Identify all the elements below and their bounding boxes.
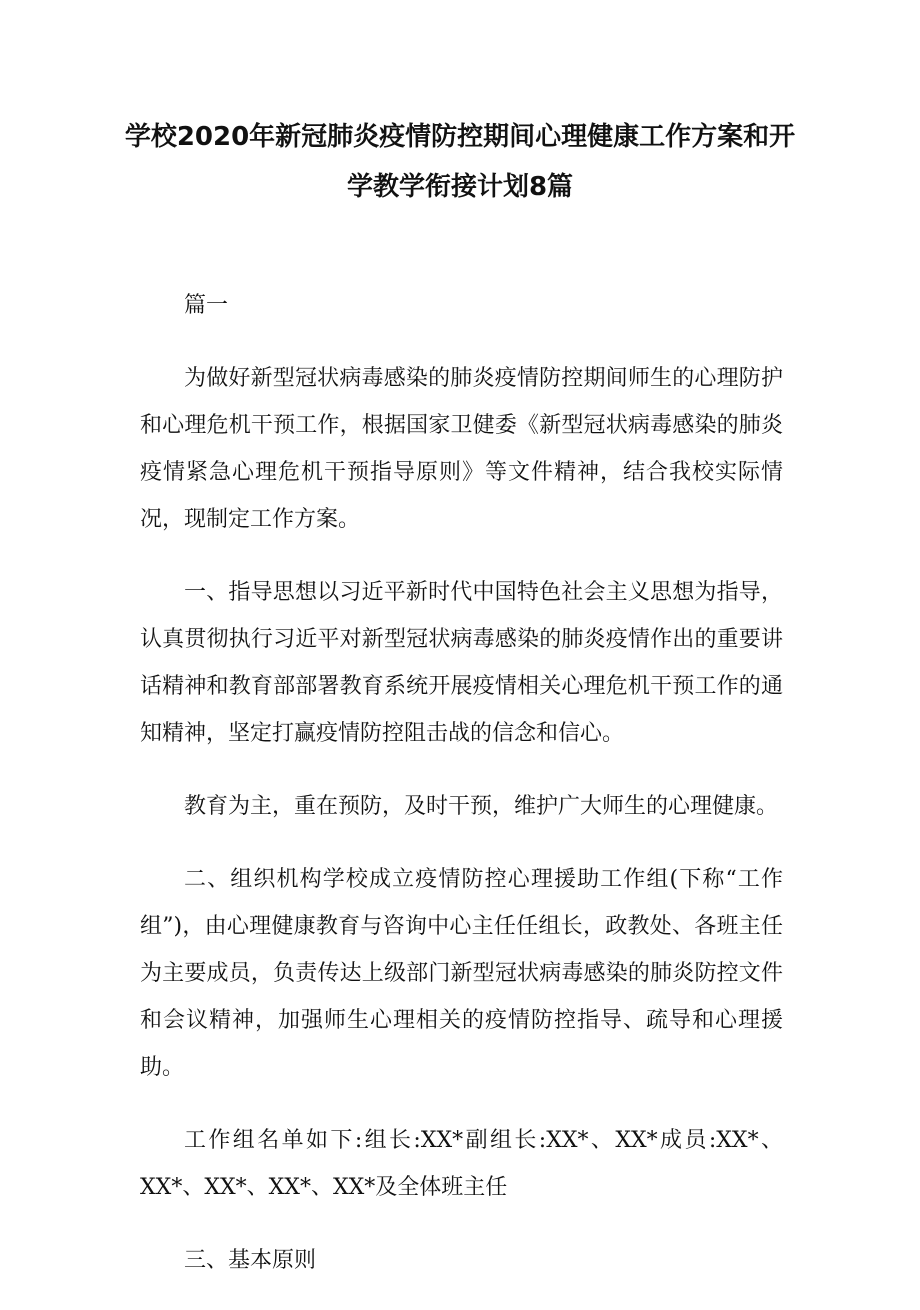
- organization-paragraph: 二、组织机构学校成立疫情防控心理援助工作组(下称“工作组”)，由心理健康教育与咨询中心主任任组长，政教处、各班主任为主要成员，负责传达上级部门新型冠状病毒感染的肺炎防控文件和会议精神，加强师生心理相关的疫情防控指导、疏导和心理援助。: [140, 867, 783, 1080]
- member-list-paragraph: 工作组名单如下:组长:XX*副组长:XX*、XX*成员:XX*、XX*、XX*、XX*、XX*及全体班主任: [140, 1128, 783, 1200]
- principle-summary-paragraph: 教育为主，重在预防，及时干预，维护广大师生的心理健康。: [184, 794, 779, 819]
- document-body: [140, 282, 783, 1310]
- intro-paragraph: 为做好新型冠状病毒感染的肺炎疫情防控期间师生的心理防护和心理危机干预工作，根据国家卫健委《新型冠状病毒感染的肺炎疫情紧急心理危机干预指导原则》等文件精神，结合我校实际情况，现制定工作方案。: [140, 366, 783, 532]
- section-heading-part-one: 篇一: [184, 293, 229, 318]
- guiding-ideology-paragraph: 一、指导思想以习近平新时代中国特色社会主义思想为指导，认真贯彻执行习近平对新型冠状病毒感染的肺炎疫情作出的重要讲话精神和教育部部署教育系统开展疫情相关心理危机干预工作的通知精神，坚定打赢疫情防控阻击战的信念和信心。: [140, 580, 783, 746]
- document-title: 学校2020年新冠肺炎疫情防控期间心理健康工作方案和开学教学衔接计划8篇: [124, 122, 796, 202]
- section-heading-basic-principles: 三、基本原则: [184, 1248, 317, 1273]
